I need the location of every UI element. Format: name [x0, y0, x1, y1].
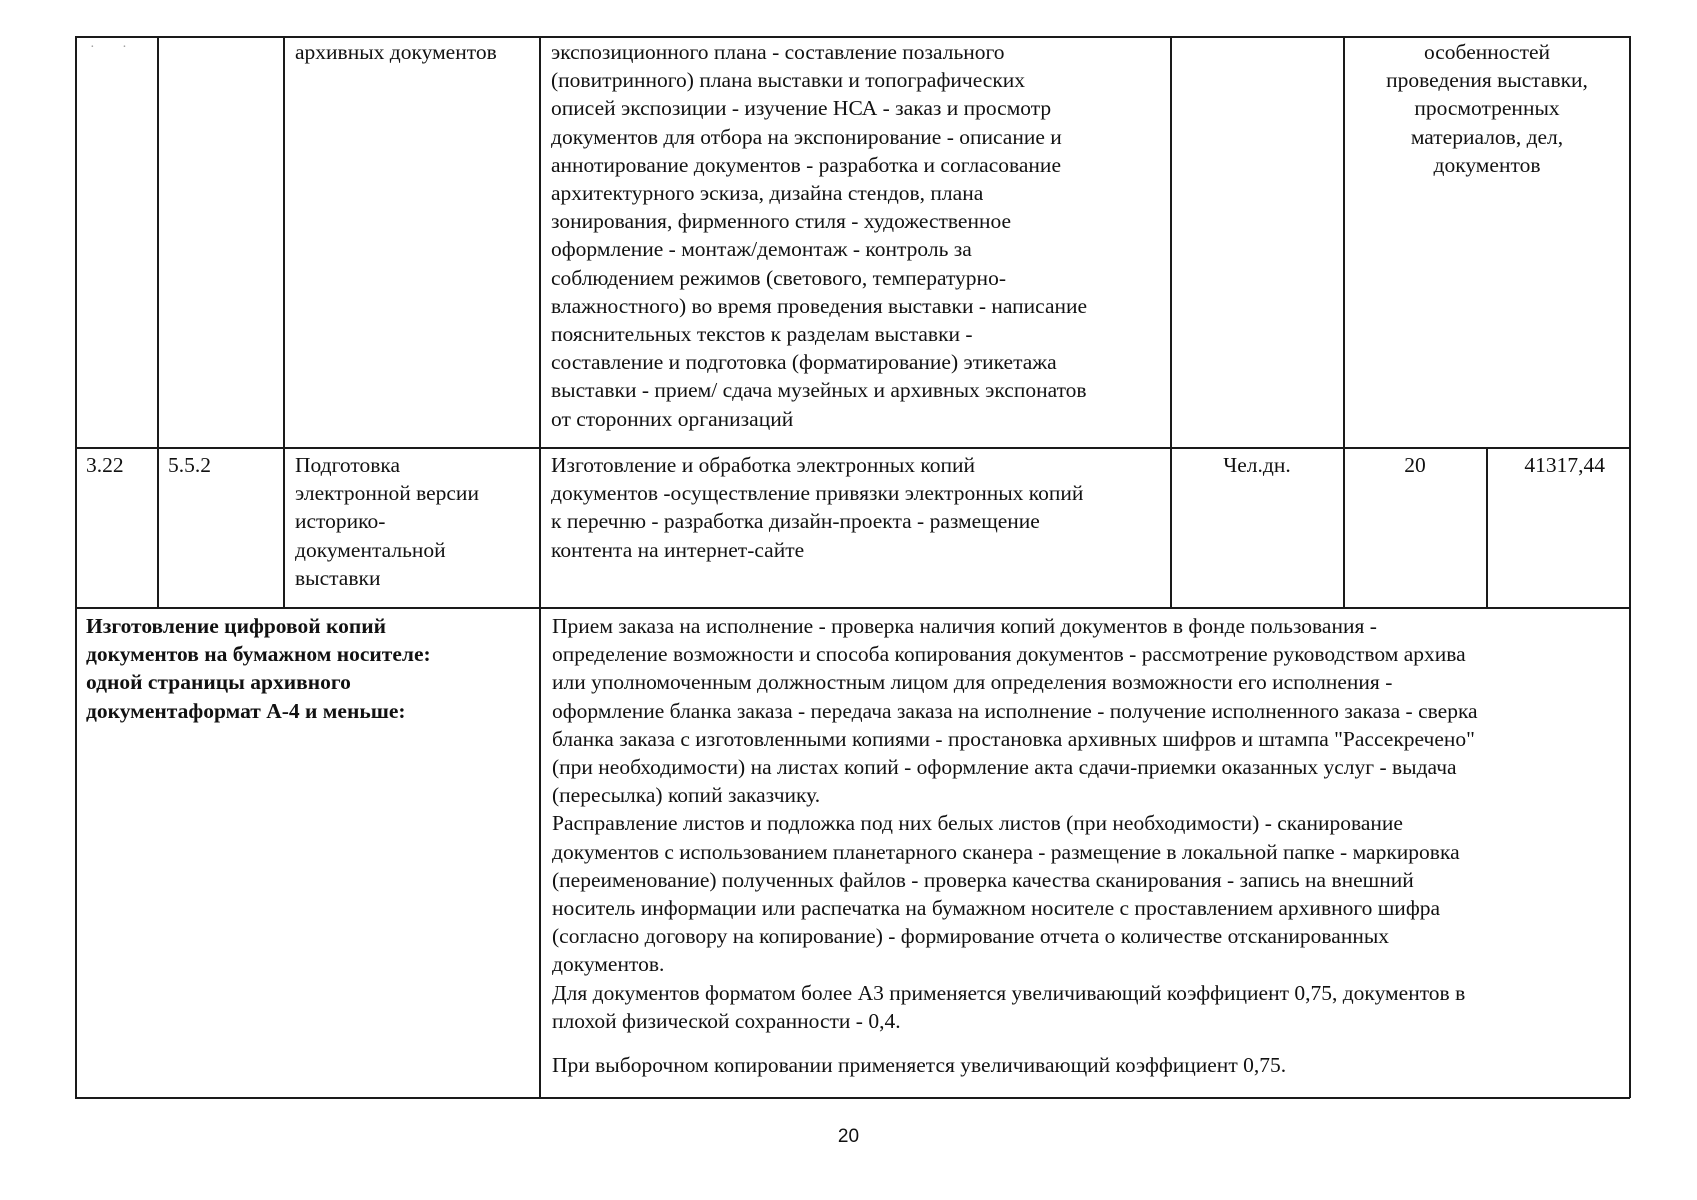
description-line: (согласно договору на копирование) - формирование отчета о количестве отсканированных	[552, 924, 1390, 949]
description-line: выставки - прием/ сдача музейных и архивных экспонатов	[551, 378, 1087, 403]
name-line: Подготовка	[295, 453, 401, 477]
description-line: (повитринного) плана выставки и топографических	[551, 68, 1026, 93]
col-border	[157, 36, 159, 608]
description-line: бланка заказа с изготовленными копиями - простановка архивных шифров и штампа "Рассекречено"	[552, 726, 1475, 751]
name-line: выставки	[295, 565, 381, 590]
description-line: пояснительных текстов к разделам выставки -	[551, 322, 973, 347]
description-line: зонирования, фирменного стиля - художественное	[551, 209, 1012, 234]
description-line: документов.	[552, 952, 665, 977]
notes-line: проведения выставки,	[1386, 68, 1588, 93]
description-line: Прием заказа на исполнение - проверка наличия копий документов в фонде пользования -	[552, 614, 1377, 638]
description-line: документов для отбора на экспонирование - описание и	[551, 124, 1062, 149]
name-line: документальной	[295, 537, 446, 562]
description-line: описей экспозиции - изучение НСА - заказ и просмотр	[551, 96, 1052, 121]
description-line: оформление бланка заказа - передача заказа на исполнение - получение исполненного заказа - сверка	[552, 698, 1478, 723]
description-line: плохой физической сохранности - 0,4.	[552, 1008, 901, 1033]
row-continued-description	[551, 38, 1087, 433]
section-description	[552, 612, 1478, 1035]
title-line: Изготовление цифровой копий	[86, 614, 386, 638]
description-line: Расправление листов и подложка под них белых листов (при необходимости) - сканирование	[552, 811, 1403, 836]
description-line: (пересылка) копий заказчику.	[552, 783, 821, 808]
name-line: электронной версии	[295, 481, 479, 506]
description-line: Изготовление и обработка электронных копий	[551, 453, 976, 477]
notes-line: просмотренных	[1414, 96, 1560, 121]
row-name	[295, 451, 479, 592]
description-line: (переименование) полученных файлов - проверка качества сканирования - запись на внешний	[552, 867, 1414, 892]
description-line: аннотирование документов - разработка и согласование	[551, 152, 1061, 177]
row-border	[75, 607, 1630, 609]
description-line: документов -осуществление привязки электронных копий	[551, 481, 1084, 506]
description-line: или уполномоченным должностным лицом для определения возможности его исполнения -	[552, 670, 1393, 695]
description-line: оформление - монтаж/демонтаж - контроль за	[551, 237, 972, 262]
row-border	[75, 447, 1630, 449]
notes-line: материалов, дел,	[1410, 124, 1564, 149]
notes-line: особенностей	[1423, 40, 1551, 64]
row-quantity: 20	[1404, 453, 1426, 477]
description-line: контента на интернет-сайте	[551, 537, 805, 562]
row-continued-name: архивных документов	[295, 40, 497, 64]
description-line: определение возможности и способа копирования документов - рассмотрение руководством архива	[552, 642, 1466, 667]
scan-speck: · ·	[90, 40, 139, 55]
row-description	[551, 451, 1083, 564]
row-price: 41317,44	[1524, 453, 1605, 477]
row-number: 3.22	[86, 453, 124, 477]
title-line: одной страницы архивного	[86, 670, 351, 695]
description-line: соблюдением режимов (светового, температурно-	[551, 265, 1006, 290]
row-border	[75, 1097, 1630, 1099]
row-continued-notes	[1345, 38, 1629, 179]
description-line: экспозиционного плана - составление позального	[551, 40, 1005, 64]
title-line: документов на бумажном носителе:	[86, 642, 431, 667]
col-border	[1629, 36, 1631, 1098]
notes-line: документов	[1433, 152, 1541, 177]
col-border	[75, 36, 77, 1098]
description-line: носитель информации или распечатка на бумажном носителе с проставлением архивного шифра	[552, 896, 1441, 921]
row-code: 5.5.2	[168, 453, 211, 477]
description-line: документов с использованием планетарного сканера - размещение в локальной папке - маркировка	[552, 839, 1460, 864]
col-border	[283, 36, 285, 608]
description-line: Для документов форматом более А3 применяется увеличивающий коэффициент 0,75, документов в	[552, 980, 1466, 1005]
section-title	[86, 612, 431, 725]
name-line: историко-	[295, 509, 386, 534]
title-line: документаформат А-4 и меньше:	[86, 698, 406, 723]
description-line: влажностного) во время проведения выставки - написание	[551, 293, 1088, 318]
description-line: к перечню - разработка дизайн-проекта - размещение	[551, 509, 1040, 534]
description-line: составление и подготовка (форматирование) этикетажа	[551, 350, 1057, 375]
page-number: 20	[837, 1126, 860, 1147]
section-note: При выборочном копировании применяется увеличивающий коэффициент 0,75.	[552, 1053, 1287, 1077]
col-border	[539, 36, 541, 1098]
description-line: от сторонних организаций	[551, 406, 794, 431]
description-line: архитектурного эскиза, дизайна стендов, плана	[551, 181, 984, 206]
col-border	[1170, 36, 1172, 608]
description-line: (при необходимости) на листах копий - оформление акта сдачи-приемки оказанных услуг - выдача	[552, 755, 1457, 780]
row-unit: Чел.дн.	[1223, 453, 1291, 477]
